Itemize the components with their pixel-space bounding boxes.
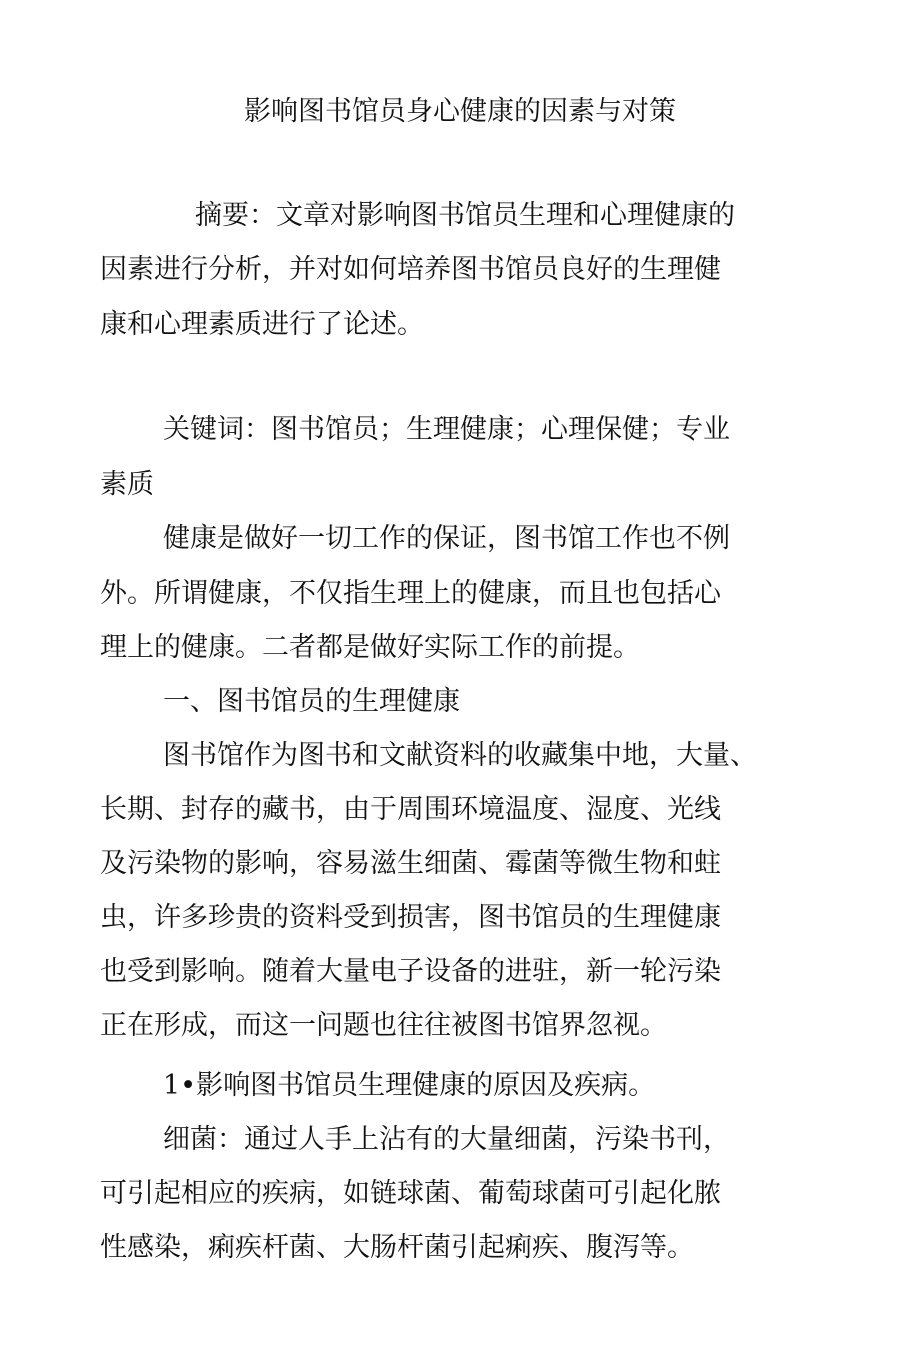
intro-line-1: 健康是做好一切工作的保证，图书馆工作也不例 xyxy=(163,523,730,554)
section1-line-2: 长期、封存的藏书，由于周围环境温度、湿度、光线 xyxy=(100,794,721,825)
bacteria-line-3: 性感染，痢疾杆菌、大肠杆菌引起痢疾、腹泻等。 xyxy=(100,1232,694,1263)
intro-line-2: 外。所谓健康，不仅指生理上的健康，而且也包括心 xyxy=(100,578,721,609)
section-heading-1: 一、图书馆员的生理健康 xyxy=(163,686,460,717)
section1-line-3: 及污染物的影响，容易滋生细菌、霉菌等微生物和蛀 xyxy=(100,848,721,879)
abstract-line-3: 康和心理素质进行了论述。 xyxy=(100,309,424,340)
abstract-line-2: 因素进行分析，并对如何培养图书馆员良好的生理健 xyxy=(100,254,721,285)
section1-line-6: 正在形成，而这一问题也往往被图书馆界忽视。 xyxy=(100,1010,667,1041)
section1-line-1: 图书馆作为图书和文献资料的收藏集中地，大量、 xyxy=(163,740,757,771)
bacteria-line-2: 可引起相应的疾病，如链球菌、葡萄球菌可引起化脓 xyxy=(100,1178,721,1209)
section1-line-4: 虫，许多珍贵的资料受到损害，图书馆员的生理健康 xyxy=(100,902,721,933)
subsection-heading-1: 1•影响图书馆员生理健康的原因及疾病。 xyxy=(163,1070,656,1101)
keywords-line-2: 素质 xyxy=(100,469,154,500)
section1-line-5: 也受到影响。随着大量电子设备的进驻，新一轮污染 xyxy=(100,956,721,987)
keywords-line-1: 关键词：图书馆员；生理健康；心理保健；专业 xyxy=(163,414,730,445)
abstract-line-1: 摘要：文章对影响图书馆员生理和心理健康的 xyxy=(195,200,735,231)
document-title: 影响图书馆员身心健康的因素与对策 xyxy=(244,96,676,127)
bacteria-line-1: 细菌：通过人手上沾有的大量细菌，污染书刊， xyxy=(163,1124,730,1155)
intro-line-3: 理上的健康。二者都是做好实际工作的前提。 xyxy=(100,632,640,663)
